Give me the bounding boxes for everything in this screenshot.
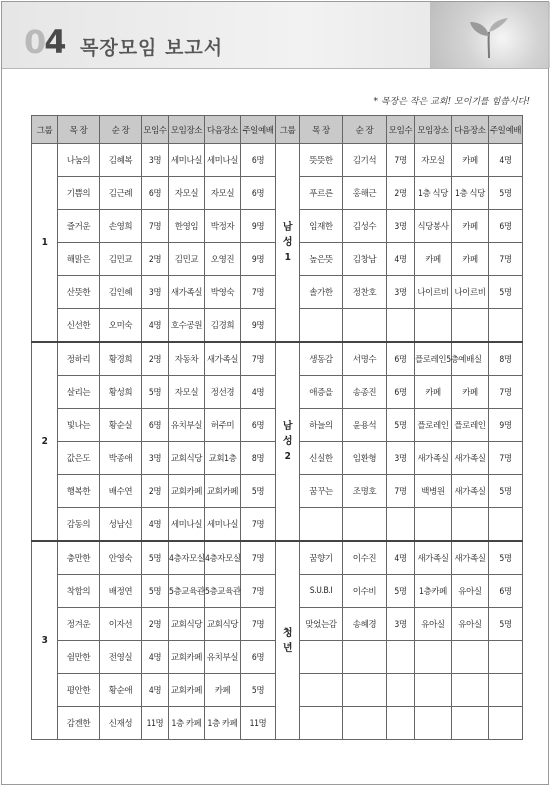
cell-count: 5명 xyxy=(142,376,169,409)
cell-place: 4층자모실 xyxy=(169,541,205,575)
cell-next-place: 5층교육관 xyxy=(205,575,241,608)
cell-count: 3명 xyxy=(142,144,169,177)
cell-next-place: 오영진 xyxy=(205,243,241,276)
cell-sunday-worship xyxy=(489,674,523,707)
cell-sunjang: 송혜경 xyxy=(343,608,387,641)
cell-mokjang: 푸르른 xyxy=(300,177,343,210)
cell-mokjang: 살리는 xyxy=(58,376,100,409)
header-mokjang: 목 장 xyxy=(300,116,343,144)
cell-sunday-worship: 6명 xyxy=(241,177,276,210)
cell-place: 1층 카페 xyxy=(169,707,205,740)
cell-place: 세미나실 xyxy=(169,508,205,542)
cell-place: 플로레인5층 xyxy=(415,342,452,376)
cell-next-place: 교회1층 xyxy=(205,442,241,475)
cell-sunjang: 배수연 xyxy=(100,475,142,508)
cell-count: 7명 xyxy=(387,475,415,508)
cell-place xyxy=(415,309,452,343)
cell-sunday-worship: 7명 xyxy=(241,508,276,542)
cell-place: 교회식당 xyxy=(169,608,205,641)
cell-sunjang: 황경희 xyxy=(100,342,142,376)
cell-sunday-worship: 6명 xyxy=(489,575,523,608)
cell-place xyxy=(415,674,452,707)
cell-mokjang: 정하리 xyxy=(58,342,100,376)
cell-count: 6명 xyxy=(387,342,415,376)
cell-sunday-worship: 6명 xyxy=(241,144,276,177)
cell-sunjang: 황순애 xyxy=(100,674,142,707)
cell-mokjang: 신실한 xyxy=(300,442,343,475)
cell-next-place: 카페 xyxy=(452,144,489,177)
table-row xyxy=(32,342,523,376)
cell-mokjang: 감동의 xyxy=(58,508,100,542)
cell-sunday-worship: 5명 xyxy=(241,475,276,508)
cell-sunday-worship: 9명 xyxy=(241,309,276,343)
cell-mokjang: 솔가한 xyxy=(300,276,343,309)
cell-place: 세미나실 xyxy=(169,144,205,177)
cell-count xyxy=(387,508,415,542)
cell-sunjang xyxy=(343,309,387,343)
cell-count: 2명 xyxy=(142,243,169,276)
header-sunjang: 순 장 xyxy=(343,116,387,144)
cell-mokjang: 애증을 xyxy=(300,376,343,409)
cell-sunjang: 홍해근 xyxy=(343,177,387,210)
cell-sunday-worship: 7명 xyxy=(241,342,276,376)
header-next-place: 다음장소 xyxy=(452,116,489,144)
cell-next-place: 김경희 xyxy=(205,309,241,343)
cell-place: 새가족실 xyxy=(415,541,452,575)
cell-count: 3명 xyxy=(142,276,169,309)
cell-sunjang: 윤용석 xyxy=(343,409,387,442)
cell-count: 7명 xyxy=(387,144,415,177)
cell-sunday-worship: 7명 xyxy=(241,541,276,575)
cell-mokjang: 착함의 xyxy=(58,575,100,608)
table-body xyxy=(32,144,523,740)
cell-sunday-worship xyxy=(489,309,523,343)
cell-mokjang: 꿈향기 xyxy=(300,541,343,575)
cell-sunjang: 이수진 xyxy=(343,541,387,575)
cell-count: 6명 xyxy=(142,177,169,210)
cell-mokjang: 나눔의 xyxy=(58,144,100,177)
header-count: 모임수 xyxy=(387,116,415,144)
cell-sunday-worship: 4명 xyxy=(241,376,276,409)
cell-next-place: 1층 식당 xyxy=(452,177,489,210)
group-label-right: 남 성 2 xyxy=(276,342,300,541)
cell-sunjang: 이수비 xyxy=(343,575,387,608)
cell-place: 5층교육관 xyxy=(169,575,205,608)
cell-next-place: 1층 카페 xyxy=(205,707,241,740)
group-label-right: 남 성 1 xyxy=(276,144,300,343)
cell-sunjang: 이자선 xyxy=(100,608,142,641)
cell-sunjang: 김기석 xyxy=(343,144,387,177)
cell-next-place: 자모실 xyxy=(205,177,241,210)
cell-sunday-worship: 6명 xyxy=(241,409,276,442)
cell-place: 새가족실 xyxy=(169,276,205,309)
cell-sunday-worship xyxy=(489,707,523,740)
cell-place: 플로레인 xyxy=(415,409,452,442)
table-header-row xyxy=(32,116,523,144)
cell-mokjang: 해맑은 xyxy=(58,243,100,276)
cell-next-place: 유아실 xyxy=(452,608,489,641)
cell-place: 1층 식당 xyxy=(415,177,452,210)
cell-place: 새가족실 xyxy=(415,442,452,475)
cell-next-place: 카페 xyxy=(452,210,489,243)
cell-next-place: 나이르비 xyxy=(452,276,489,309)
cell-sunday-worship: 8명 xyxy=(489,342,523,376)
group-label-left: 3 xyxy=(32,541,58,740)
cell-count: 2명 xyxy=(142,475,169,508)
cell-sunday-worship: 5명 xyxy=(489,276,523,309)
cell-sunday-worship: 7명 xyxy=(489,243,523,276)
cell-place: 백병원 xyxy=(415,475,452,508)
cell-place: 유치부실 xyxy=(169,409,205,442)
cell-next-place: 카페 xyxy=(452,243,489,276)
cell-count: 3명 xyxy=(387,210,415,243)
cell-count xyxy=(387,641,415,674)
cell-next-place: 교회식당 xyxy=(205,608,241,641)
cell-count: 4명 xyxy=(387,541,415,575)
cell-mokjang xyxy=(300,309,343,343)
header-mokjang: 목 장 xyxy=(58,116,100,144)
cell-sunday-worship: 5명 xyxy=(489,541,523,575)
cell-sunday-worship: 4명 xyxy=(489,144,523,177)
section-number-bold: 4 xyxy=(44,23,65,61)
cell-count: 4명 xyxy=(142,309,169,343)
cell-sunjang: 황성희 xyxy=(100,376,142,409)
cell-next-place: 새가족실 xyxy=(205,342,241,376)
header-group: 그룹 xyxy=(32,116,58,144)
header-sunday-worship: 주일예배 xyxy=(241,116,276,144)
group-label-left: 1 xyxy=(32,144,58,343)
cell-count: 3명 xyxy=(387,608,415,641)
cell-sunday-worship: 6명 xyxy=(241,641,276,674)
cell-sunday-worship: 7명 xyxy=(489,376,523,409)
cell-next-place: 박정자 xyxy=(205,210,241,243)
cell-next-place xyxy=(452,508,489,542)
cell-next-place: 세미나실 xyxy=(205,144,241,177)
cell-place: 자모실 xyxy=(169,376,205,409)
cell-sunday-worship: 7명 xyxy=(241,575,276,608)
cell-next-place xyxy=(452,707,489,740)
cell-sunday-worship: 9명 xyxy=(241,243,276,276)
cell-count: 6명 xyxy=(142,409,169,442)
cell-next-place xyxy=(452,641,489,674)
cell-mokjang: 임재한 xyxy=(300,210,343,243)
cell-mokjang xyxy=(300,508,343,542)
cell-sunday-worship: 5명 xyxy=(489,475,523,508)
cell-place: 자모실 xyxy=(415,144,452,177)
cell-sunday-worship: 5명 xyxy=(489,177,523,210)
cell-sunjang: 김인혜 xyxy=(100,276,142,309)
cell-mokjang: 쉼만한 xyxy=(58,641,100,674)
cell-sunjang: 김혜복 xyxy=(100,144,142,177)
cell-count: 6명 xyxy=(387,376,415,409)
cell-mokjang xyxy=(300,641,343,674)
cell-sunjang: 안영숙 xyxy=(100,541,142,575)
cell-place: 교회카페 xyxy=(169,674,205,707)
cell-sunjang: 조명호 xyxy=(343,475,387,508)
cell-mokjang: 빛나는 xyxy=(58,409,100,442)
cell-count: 5명 xyxy=(387,575,415,608)
cell-mokjang: 생동감 xyxy=(300,342,343,376)
cell-mokjang: 즐거운 xyxy=(58,210,100,243)
cell-next-place: 카페 xyxy=(452,376,489,409)
cell-next-place: 유아실 xyxy=(452,575,489,608)
cell-mokjang xyxy=(300,674,343,707)
cell-next-place: 세미나실 xyxy=(205,508,241,542)
cell-next-place: 정선경 xyxy=(205,376,241,409)
cell-sunday-worship: 7명 xyxy=(241,276,276,309)
cell-next-place: 예배실 xyxy=(452,342,489,376)
cell-count: 4명 xyxy=(142,641,169,674)
cell-sunjang: 김창남 xyxy=(343,243,387,276)
cell-sunjang xyxy=(343,674,387,707)
cell-sunjang: 김민교 xyxy=(100,243,142,276)
report-table xyxy=(31,115,523,740)
cell-count: 3명 xyxy=(142,442,169,475)
cell-mokjang: 값은도 xyxy=(58,442,100,475)
cell-next-place: 교회카페 xyxy=(205,475,241,508)
header-count: 모임수 xyxy=(142,116,169,144)
cell-sunjang: 성남신 xyxy=(100,508,142,542)
section-number xyxy=(24,23,65,61)
cell-sunday-worship xyxy=(489,641,523,674)
cell-sunjang: 김성수 xyxy=(343,210,387,243)
cell-count: 5명 xyxy=(387,409,415,442)
cell-mokjang: 행복한 xyxy=(58,475,100,508)
cell-sunjang: 오미숙 xyxy=(100,309,142,343)
header-group: 그룹 xyxy=(276,116,300,144)
cell-count xyxy=(387,707,415,740)
cell-place: 호수공원 xyxy=(169,309,205,343)
header-sunjang: 순 장 xyxy=(100,116,142,144)
cell-place: 유아실 xyxy=(415,608,452,641)
cell-count: 5명 xyxy=(142,575,169,608)
cell-place: 카페 xyxy=(415,376,452,409)
cell-next-place xyxy=(452,674,489,707)
cell-count: 2명 xyxy=(387,177,415,210)
cell-sunday-worship xyxy=(489,508,523,542)
group-label-left: 2 xyxy=(32,342,58,541)
cell-count: 4명 xyxy=(142,674,169,707)
cell-place xyxy=(415,641,452,674)
cell-place: 교회카페 xyxy=(169,475,205,508)
cell-sunjang: 김근례 xyxy=(100,177,142,210)
cell-place: 1층카페 xyxy=(415,575,452,608)
cell-next-place: 플로레인 xyxy=(452,409,489,442)
sprout-icon xyxy=(466,18,512,58)
cell-mokjang: 하늘의 xyxy=(300,409,343,442)
cell-place xyxy=(415,707,452,740)
cell-next-place: 박영숙 xyxy=(205,276,241,309)
cell-sunjang xyxy=(343,508,387,542)
cell-sunday-worship: 5명 xyxy=(489,608,523,641)
cell-sunjang: 전영실 xyxy=(100,641,142,674)
cell-place: 나이르비 xyxy=(415,276,452,309)
cell-place: 한영임 xyxy=(169,210,205,243)
cell-place: 카페 xyxy=(415,243,452,276)
cell-next-place: 카페 xyxy=(205,674,241,707)
cell-mokjang: 기쁨의 xyxy=(58,177,100,210)
cell-count: 3명 xyxy=(387,276,415,309)
cell-next-place xyxy=(452,309,489,343)
cell-count xyxy=(387,309,415,343)
cell-count: 7명 xyxy=(142,210,169,243)
cell-count: 2명 xyxy=(142,608,169,641)
cell-mokjang: 높은뜻 xyxy=(300,243,343,276)
cell-next-place: 새가족실 xyxy=(452,475,489,508)
cell-sunday-worship: 8명 xyxy=(241,442,276,475)
table-row xyxy=(32,144,523,177)
page-title: 목장모임 보고서 xyxy=(80,37,224,59)
cell-place: 김민교 xyxy=(169,243,205,276)
cell-place: 식당봉사 xyxy=(415,210,452,243)
cell-sunjang: 박종애 xyxy=(100,442,142,475)
cell-sunjang: 송종진 xyxy=(343,376,387,409)
cell-place xyxy=(415,508,452,542)
cell-sunjang: 신재성 xyxy=(100,707,142,740)
cell-sunday-worship: 6명 xyxy=(489,210,523,243)
cell-next-place: 새가족실 xyxy=(452,541,489,575)
cell-count: 2명 xyxy=(142,342,169,376)
cell-mokjang: 맞었는감 xyxy=(300,608,343,641)
cell-count: 4명 xyxy=(142,508,169,542)
cell-mokjang: 뜻뜻한 xyxy=(300,144,343,177)
cell-sunjang: 손영희 xyxy=(100,210,142,243)
cell-mokjang xyxy=(300,707,343,740)
table-row xyxy=(32,541,523,575)
cell-sunjang: 배정연 xyxy=(100,575,142,608)
tagline: * 목장은 작은 교회! 모이기를 힘씁시다! xyxy=(373,97,530,107)
cell-sunjang xyxy=(343,707,387,740)
header-place: 모임장소 xyxy=(415,116,452,144)
cell-sunjang: 임환형 xyxy=(343,442,387,475)
cell-count: 5명 xyxy=(142,541,169,575)
cell-place: 자동차 xyxy=(169,342,205,376)
cell-next-place: 새가족실 xyxy=(452,442,489,475)
cell-mokjang: 산뜻한 xyxy=(58,276,100,309)
cell-next-place: 허주미 xyxy=(205,409,241,442)
cell-mokjang: 평안한 xyxy=(58,674,100,707)
cell-mokjang: 정겨운 xyxy=(58,608,100,641)
cell-place: 교회카페 xyxy=(169,641,205,674)
header-sunday-worship: 주일예배 xyxy=(489,116,523,144)
cell-next-place: 유치부실 xyxy=(205,641,241,674)
cell-mokjang: 충만한 xyxy=(58,541,100,575)
cell-sunjang: 서명수 xyxy=(343,342,387,376)
cell-sunjang: 정찬호 xyxy=(343,276,387,309)
cell-place: 자모실 xyxy=(169,177,205,210)
cell-mokjang: 신선한 xyxy=(58,309,100,343)
cell-sunday-worship: 7명 xyxy=(241,608,276,641)
section-number-faded: 0 xyxy=(24,23,45,61)
header-next-place: 다음장소 xyxy=(205,116,241,144)
cell-count xyxy=(387,674,415,707)
cell-sunjang xyxy=(343,641,387,674)
cell-mokjang: 꿈꾸는 xyxy=(300,475,343,508)
header-place: 모임장소 xyxy=(169,116,205,144)
cell-mokjang: 감겐한 xyxy=(58,707,100,740)
group-label-right: 청 년 xyxy=(276,541,300,740)
cell-count: 4명 xyxy=(387,243,415,276)
cell-sunday-worship: 9명 xyxy=(241,210,276,243)
cell-sunday-worship: 7명 xyxy=(489,442,523,475)
cell-sunday-worship: 5명 xyxy=(241,674,276,707)
cell-place: 교회식당 xyxy=(169,442,205,475)
cell-mokjang: S.U.B.I xyxy=(300,575,343,608)
cell-count: 3명 xyxy=(387,442,415,475)
cell-sunjang: 황순실 xyxy=(100,409,142,442)
cell-sunday-worship: 9명 xyxy=(489,409,523,442)
cell-sunday-worship: 11명 xyxy=(241,707,276,740)
cell-next-place: 4층자모실 xyxy=(205,541,241,575)
cell-count: 11명 xyxy=(142,707,169,740)
